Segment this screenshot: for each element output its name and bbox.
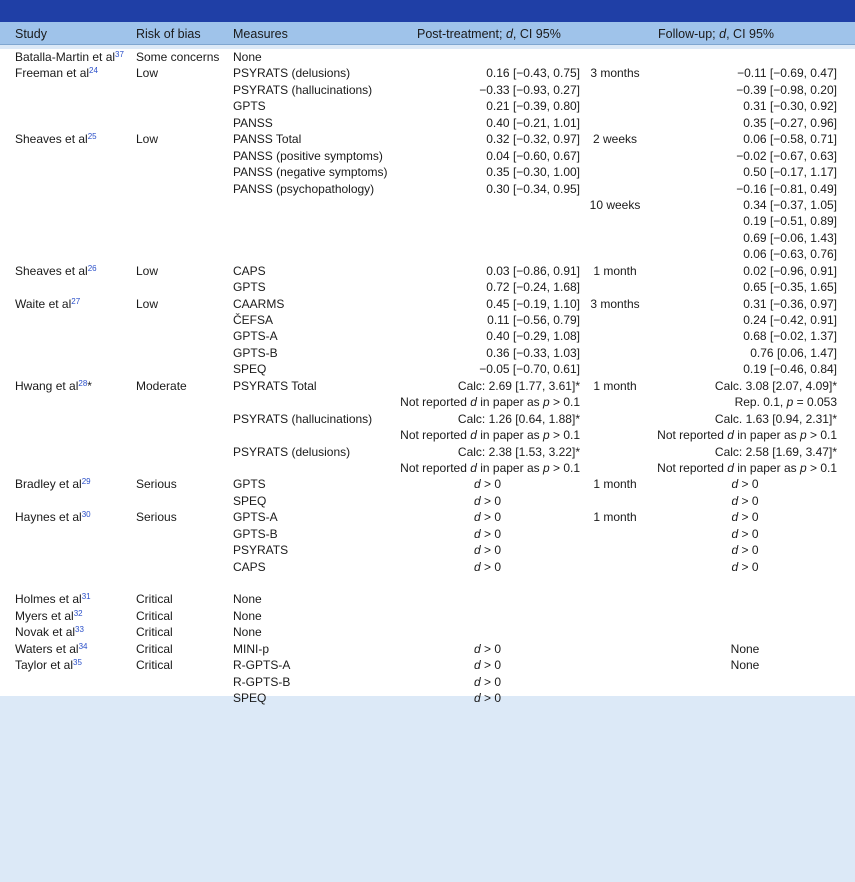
cell-post-treatment: d > 0: [473, 526, 502, 541]
cell-followup: 0.31 [−0.36, 0.97]: [743, 296, 837, 311]
cell-followup: 0.19 [−0.51, 0.89]: [743, 214, 837, 229]
cell-post-treatment: Not reported d in paper as p > 0.1: [400, 395, 580, 410]
cell-post-treatment: 0.36 [−0.33, 1.03]: [486, 345, 580, 360]
cell-measure: MINI-p: [233, 641, 269, 656]
cell-followup: Rep. 0.1, p = 0.053: [734, 395, 837, 410]
table-row: [0, 378, 855, 394]
cell-measure: PSYRATS (hallucinations): [233, 82, 373, 97]
cell-post-treatment: Not reported d in paper as p > 0.1: [400, 460, 580, 475]
cell-post-treatment: 0.72 [−0.24, 1.68]: [486, 280, 580, 295]
header-measures: Measures: [233, 27, 288, 41]
cell-post-treatment: d > 0: [473, 691, 502, 706]
cell-risk: Serious: [136, 477, 177, 492]
cell-followup: 0.19 [−0.46, 0.84]: [743, 362, 837, 377]
cell-study: Taylor et $al^{35}$: [15, 658, 82, 673]
table-row: [0, 65, 855, 81]
cell-measure: CAPS: [233, 559, 266, 574]
table-row: [0, 181, 855, 197]
cell-risk: Low: [136, 66, 159, 81]
reference-link[interactable]: 29: [81, 477, 91, 487]
cell-followup: Calc. 3.08 [2.07, 4.09]*: [714, 378, 837, 393]
cell-measure: GPTS: [233, 477, 266, 492]
cell-study: Freeman et $al^{24}$: [15, 66, 98, 81]
cell-risk: Low: [136, 296, 159, 311]
cell-followup: d > 0: [731, 477, 759, 492]
cell-followup-time: 1 month: [593, 477, 637, 492]
table-row: [0, 246, 855, 262]
cell-measure: PSYRATS (delusions): [233, 444, 351, 459]
cell-risk: Critical: [136, 608, 173, 623]
reference-link[interactable]: 35: [73, 658, 82, 668]
cell-study: Sheaves et $al^{25}$: [15, 132, 97, 147]
cell-post-treatment: d > 0: [473, 559, 502, 574]
header-post: Post-treatment; d, CI 95%: [417, 27, 561, 41]
table-row: [0, 148, 855, 164]
cell-followup: d > 0: [731, 510, 759, 525]
cell-post-treatment: d > 0: [473, 658, 502, 673]
cell-measure: PANSS Total: [233, 132, 302, 147]
top-bar: [0, 0, 855, 22]
cell-followup: Calc: 2.58 [1.69, 3.47]*: [714, 444, 837, 459]
cell-measure: PSYRATS (delusions): [233, 66, 351, 81]
cell-measure: GPTS: [233, 99, 266, 114]
cell-measure: SPEQ: [233, 362, 267, 377]
cell-risk: Critical: [136, 658, 173, 673]
cell-followup: 0.06 [−0.63, 0.76]: [743, 247, 837, 262]
table-row: [0, 509, 855, 525]
cell-post-treatment: d > 0: [473, 493, 502, 508]
cell-risk: Critical: [136, 592, 173, 607]
cell-post-treatment: 0.30 [−0.34, 0.95]: [486, 181, 580, 196]
cell-risk: Moderate: [136, 378, 187, 393]
table-row: [0, 624, 855, 640]
cell-post-treatment: −0.05 [−0.70, 0.61]: [479, 362, 580, 377]
cell-post-treatment: −0.33 [−0.93, 0.27]: [479, 82, 580, 97]
cell-measure: PANSS (positive symptoms): [233, 148, 383, 163]
cell-followup: −0.39 [−0.98, 0.20]: [736, 82, 837, 97]
table-row: [0, 559, 855, 575]
cell-post-treatment: d > 0: [473, 543, 502, 558]
header-study: Study: [15, 27, 47, 41]
cell-followup: Not reported d in paper as p > 0.1: [657, 460, 837, 475]
cell-followup: d > 0: [731, 543, 759, 558]
cell-followup: Not reported d in paper as p > 0.1: [657, 428, 837, 443]
table-row: [0, 82, 855, 98]
header-risk: Risk of bias: [136, 27, 201, 41]
table-row: [0, 164, 855, 180]
cell-followup-time: 2 weeks: [592, 132, 638, 147]
table-row: [0, 345, 855, 361]
table-row: [0, 197, 855, 213]
table-row: [0, 526, 855, 542]
cell-followup: 0.24 [−0.42, 0.91]: [743, 313, 837, 327]
cell-post-treatment: 0.11 [−0.56, 0.79]: [487, 313, 580, 327]
cell-followup: 0.02 [−0.96, 0.91]: [743, 263, 837, 278]
cell-measure: PSYRATS (hallucinations): [233, 411, 373, 426]
cell-measure: R-GPTS-A: [233, 658, 291, 673]
cell-followup-time: 1 month: [593, 263, 637, 278]
reference-link[interactable]: 28: [78, 378, 88, 388]
cell-followup: d > 0: [731, 559, 759, 574]
cell-study: Bradley et $al^{29}$: [15, 477, 91, 492]
cell-study: Waite et $al^{27}$: [15, 296, 81, 311]
table-row: [0, 213, 855, 229]
reference-link[interactable]: 24: [89, 66, 98, 76]
cell-followup: Calc. 1.63 [0.94, 2.31]*: [714, 411, 837, 426]
cell-post-treatment: Calc: 1.26 [0.64, 1.88]*: [457, 411, 580, 426]
cell-followup: 0.50 [−0.17, 1.17]: [743, 165, 837, 180]
cell-followup-time: 3 months: [590, 296, 640, 311]
cell-post-treatment: 0.40 [−0.29, 1.08]: [486, 329, 580, 344]
cell-measure: PANSS: [233, 115, 273, 130]
table-row: [0, 674, 855, 690]
cell-followup: 0.34 [−0.37, 1.05]: [743, 197, 837, 212]
cell-post-treatment: d > 0: [473, 510, 502, 525]
cell-post-treatment: 0.21 [−0.39, 0.80]: [486, 99, 580, 114]
cell-post-treatment: Calc: 2.38 [1.53, 3.22]*: [457, 444, 580, 459]
cell-followup: 0.31 [−0.30, 0.92]: [743, 99, 837, 114]
cell-measure: None: [233, 625, 262, 640]
cell-followup: None: [730, 658, 760, 673]
cell-followup: −0.02 [−0.67, 0.63]: [736, 148, 837, 163]
table-row: [0, 115, 855, 131]
table-row: [0, 98, 855, 114]
table-row: [0, 542, 855, 558]
reference-link[interactable]: 30: [81, 510, 91, 520]
cell-measure: None: [233, 50, 262, 64]
cell-post-treatment: 0.03 [−0.86, 0.91]: [486, 263, 580, 278]
table-row: [0, 427, 855, 443]
table-row: [0, 296, 855, 312]
cell-measure: SPEQ: [233, 493, 267, 508]
cell-post-treatment: 0.32 [−0.32, 0.97]: [486, 132, 580, 147]
cell-measure: GPTS-A: [233, 329, 278, 344]
cell-post-treatment: Not reported d in paper as p > 0.1: [400, 428, 580, 443]
table-row: [0, 263, 855, 279]
cell-followup: None: [730, 641, 760, 656]
cell-followup: 0.76 [0.06, 1.47]: [750, 345, 837, 360]
cell-measure: PSYRATS Total: [233, 378, 317, 393]
table-row: [0, 328, 855, 344]
cell-post-treatment: 0.04 [−0.60, 0.67]: [486, 148, 580, 163]
cell-measure: PSYRATS: [233, 543, 289, 558]
table-row: [0, 131, 855, 147]
cell-measure: GPTS-B: [233, 526, 278, 541]
results-table: [0, 49, 855, 706]
cell-study: Haynes et $al^{30}$: [15, 510, 91, 525]
reference-link[interactable]: 25: [87, 132, 97, 142]
reference-link[interactable]: 27: [71, 296, 81, 306]
table-row: [0, 591, 855, 607]
cell-study: Hwang et $al^{28}*$: [15, 378, 92, 393]
cell-risk: Serious: [136, 510, 177, 525]
reference-link[interactable]: 37: [115, 50, 124, 59]
cell-followup: −0.11 [−0.69, 0.47]: [737, 66, 837, 81]
table-row: [0, 657, 855, 673]
reference-link[interactable]: 33: [75, 625, 84, 635]
cell-study: Sheaves et $al^{26}$: [15, 263, 97, 278]
table-row: [0, 641, 855, 657]
reference-link[interactable]: 34: [78, 641, 88, 651]
cell-measure: R-GPTS-B: [233, 674, 291, 689]
cell-post-treatment: d > 0: [473, 641, 502, 656]
cell-followup-time: 10 weeks: [589, 197, 641, 212]
cell-measure: GPTS: [233, 280, 266, 295]
cell-measure: GPTS-A: [233, 510, 278, 525]
table-row: [0, 690, 855, 706]
cell-measure: PANSS (psychopathology): [233, 181, 375, 196]
cell-followup: 0.69 [−0.06, 1.43]: [743, 230, 837, 245]
table-row: [0, 49, 855, 65]
cell-study: Holmes et $al^{31}$: [15, 592, 91, 607]
cell-followup: 0.65 [−0.35, 1.65]: [743, 280, 837, 295]
reference-link[interactable]: 32: [73, 608, 83, 618]
cell-study: Batalla-Martin et $al^{37}$: [15, 50, 124, 64]
cell-followup-time: 1 month: [593, 378, 637, 393]
cell-followup: d > 0: [731, 526, 759, 541]
cell-measure: None: [233, 608, 262, 623]
table-row: [0, 312, 855, 328]
cell-followup: d > 0: [731, 493, 759, 508]
cell-measure: PANSS (negative symptoms): [233, 165, 388, 180]
table-body: [0, 49, 855, 707]
cell-followup: 0.68 [−0.02, 1.37]: [743, 329, 837, 344]
cell-post-treatment: 0.16 [−0.43, 0.75]: [486, 66, 580, 81]
cell-measure: ČEFSA: [233, 313, 274, 327]
cell-post-treatment: Calc: 2.69 [1.77, 3.61]*: [457, 378, 580, 393]
cell-post-treatment: d > 0: [473, 477, 502, 492]
cell-risk: Low: [136, 132, 159, 147]
table-row: [0, 230, 855, 246]
cell-risk: Some concerns: [136, 50, 220, 64]
cell-followup: 0.06 [−0.58, 0.71]: [743, 132, 837, 147]
cell-post-treatment: 0.40 [−0.21, 1.01]: [486, 115, 580, 130]
cell-followup: −0.16 [−0.81, 0.49]: [736, 181, 837, 196]
table-row: [0, 608, 855, 624]
cell-risk: Critical: [136, 641, 173, 656]
table-row: [0, 444, 855, 460]
table-row: [0, 394, 855, 410]
cell-followup-time: 3 months: [590, 66, 640, 81]
cell-post-treatment: 0.45 [−0.19, 1.10]: [486, 296, 580, 311]
cell-risk: Low: [136, 263, 159, 278]
cell-measure: None: [233, 592, 262, 607]
table-row: [0, 460, 855, 476]
cell-followup: 0.35 [−0.27, 0.96]: [743, 115, 837, 130]
table-header: [0, 22, 855, 45]
cell-measure: SPEQ: [233, 691, 267, 706]
reference-link[interactable]: 26: [87, 263, 97, 273]
cell-study: Myers et $al^{32}$: [15, 608, 83, 623]
cell-followup-time: 1 month: [593, 510, 637, 525]
table-row: [0, 493, 855, 509]
table-row: [0, 279, 855, 295]
table-row: [0, 575, 855, 591]
cell-measure: CAPS: [233, 263, 266, 278]
table-row: [0, 411, 855, 427]
table-row: [0, 361, 855, 377]
cell-study: Novak et $al^{33}$: [15, 625, 84, 640]
cell-post-treatment: 0.35 [−0.30, 1.00]: [486, 165, 580, 180]
header-followup: Follow-up; d, CI 95%: [658, 27, 775, 41]
cell-risk: Critical: [136, 625, 173, 640]
cell-measure: GPTS-B: [233, 345, 278, 360]
reference-link[interactable]: 31: [81, 592, 91, 602]
table-row: [0, 476, 855, 492]
cell-post-treatment: d > 0: [473, 674, 502, 689]
cell-measure: CAARMS: [233, 296, 285, 311]
cell-study: Waters et $al^{34}$: [15, 641, 88, 656]
